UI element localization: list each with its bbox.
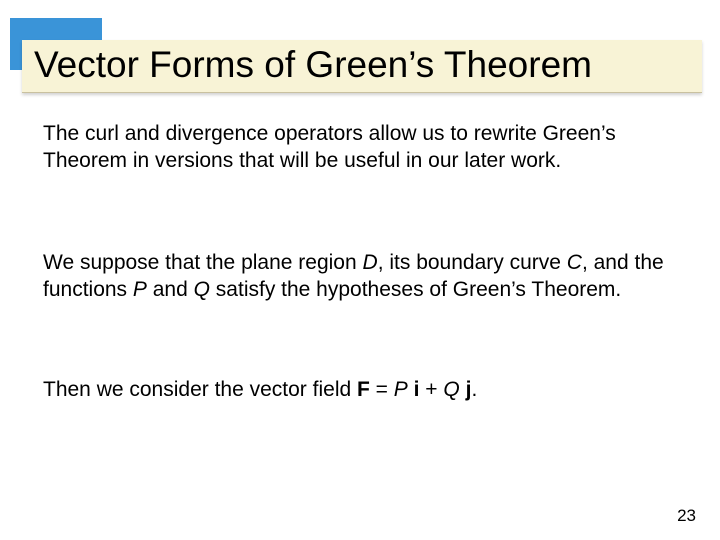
paragraph-vector-field	[43, 376, 683, 403]
unit-vector-j: j	[465, 378, 472, 401]
text-segment: We suppose that the plane region	[43, 251, 363, 274]
text-segment: , its boundary curve	[377, 251, 567, 274]
var-P: P	[393, 378, 408, 401]
var-C: C	[566, 251, 582, 274]
paragraph-hypotheses	[43, 249, 683, 303]
text-segment: Then we consider the vector field	[43, 378, 357, 401]
paragraph-curl-divergence: The curl and divergence operators allow us to rewrite Green’s Theorem in versions that will be useful in our later work.	[43, 122, 616, 172]
equals-sign: =	[369, 378, 394, 401]
var-P: P	[132, 278, 147, 301]
text-segment: and	[146, 278, 194, 301]
var-Q: Q	[443, 378, 460, 401]
slide-title: Vector Forms of Green’s Theorem	[34, 44, 592, 85]
unit-vector-i: i	[413, 378, 420, 401]
page-number: 23	[677, 506, 696, 525]
text-segment: , and the functions	[43, 251, 664, 301]
plus-sign: +	[419, 378, 444, 401]
period: .	[471, 378, 478, 401]
var-Q: Q	[193, 278, 210, 301]
vector-F: F	[357, 378, 370, 401]
var-D: D	[362, 251, 378, 274]
text-segment: satisfy the hypotheses of Green’s Theorem.	[209, 278, 622, 301]
